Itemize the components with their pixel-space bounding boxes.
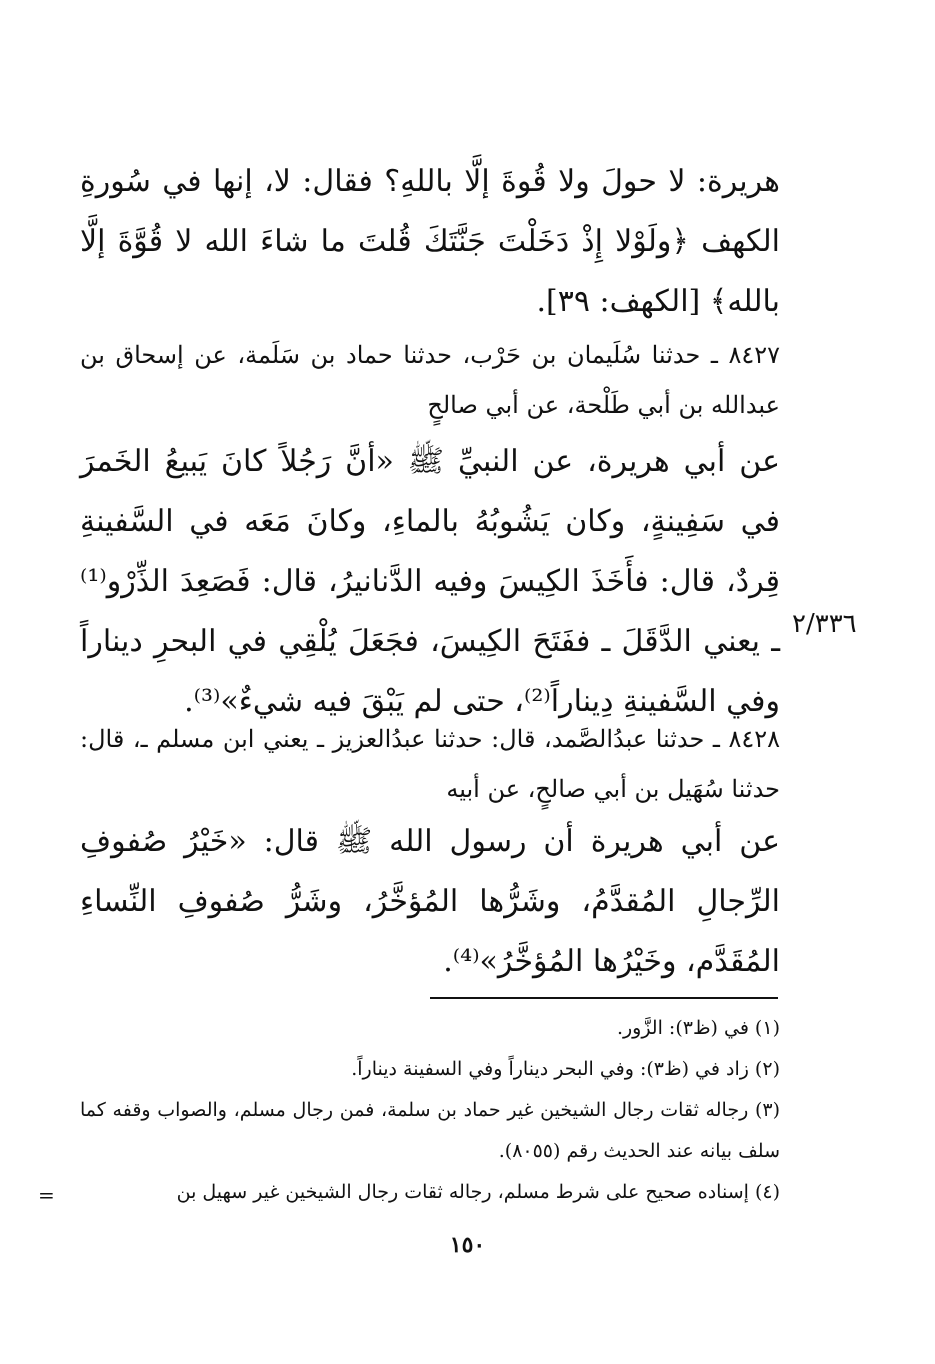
footnote-separator: [430, 997, 778, 999]
footnote-3: (٣) رجاله ثقات رجال الشيخين غير حماد بن سلمة، فمن رجال مسلم، والصواب وقفه كما سلف بيانه عند الحديث رقم (٨٠٥٥).: [80, 1099, 780, 1162]
hadith-text-8427: عن أبي هريرة، عن النبيِّ ﷺ «أنَّ رَجُلاً كانَ يَبيعُ الخَمرَ في سَفِينةٍ، وكان يَشُوبُهُ بالماءِ، وكانَ مَعَه في السَّفينةِ قِردٌ، قال: فأَخَذَ الكِيسَ وفيه الدَّنانيرُ، قال: فَصَعِدَ الذِّرْو⁽¹⁾ ـ يعني الدَّقَلَ ـ ففَتَحَ الكِيسَ، فجَعَلَ يُلْقِي في البحرِ ديناراً وفي السَّفينةِ دِيناراً⁽²⁾، حتى لم يَبْقَ فيه شيءٌ»⁽³⁾.: [80, 444, 780, 719]
isnad-8428: ٨٤٢٨ ـ حدثنا عبدُالصَّمد، قال: حدثنا عبدُالعزيز ـ يعني ابن مسلم ـ، قال: حدثنا سُهَيل بن أبي صالحٍ، عن أبيه: [80, 725, 780, 803]
footnotes: [80, 1008, 780, 1213]
hadith-text-8428: عن أبي هريرة أن رسول الله ﷺ قال: «خَيْرُ صُفوفِ الرِّجالِ المُقدَّمُ، وشَرُّها المُؤخَّرُ، وشَرُّ صُفوفِ النِّساءِ المُقَدَّم، وخَيْرُها المُؤخَّرُ»⁽⁴⁾.: [80, 824, 780, 979]
margin-volume-page-reference: ٢/٣٣٦: [792, 609, 857, 639]
page-number: ١٥٠: [449, 1232, 486, 1258]
footnote-2: (٢) زاد في (ظ٣): وفي البحر ديناراً وفي السفينة ديناراً.: [351, 1058, 780, 1080]
footnote-4: (٤) إسناده صحيح على شرط مسلم، رجاله ثقات رجال الشيخين غير سهيل بن: [176, 1181, 780, 1203]
isnad-8427: ٨٤٢٧ ـ حدثنا سُلَيمان بن حَرْب، حدثنا حماد بن سَلَمة، عن إسحاق بن عبدالله بن أبي طَلْحة، عن أبي صالحٍ: [80, 341, 780, 419]
paragraph-opening: هريرة: لا حولَ ولا قُوةَ إلَّا باللهِ؟ فقال: لا، إنها في سُورةِ الكهف ﴿ولَوْلا إِذْ دَخَلْتَ جَنَّتَكَ قُلتَ ما شاءَ الله لا قُوَّةَ إلَّا بالله﴾ [الكهف: ٣٩].: [80, 164, 780, 319]
footnote-continuation-marker: =: [38, 1183, 55, 1207]
footnote-1: (١) في (ظ٣): الزَّور.: [616, 1017, 780, 1039]
